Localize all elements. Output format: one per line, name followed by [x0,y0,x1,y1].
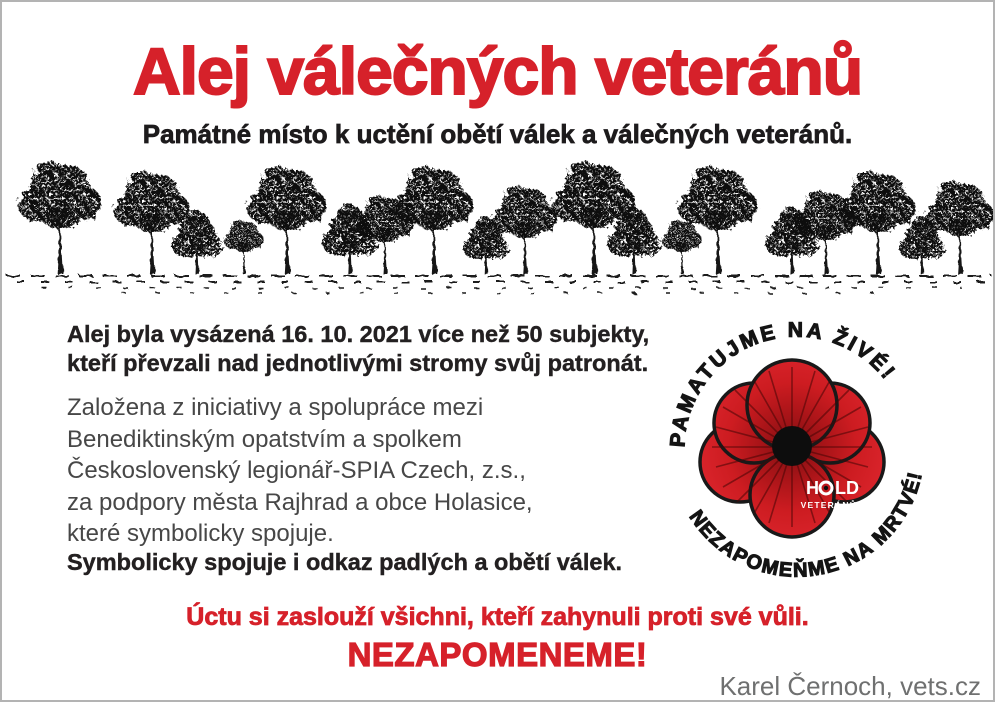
paragraph-founding-line-1: Založena z iniciativy a spolupráce mezi [67,394,484,421]
paragraph-legacy: Symbolicky spojuje i odkaz padlých a obětí válek. [67,549,623,575]
brand-ld: LD [835,478,859,498]
paragraph-founding-line-2: Benediktinským opatstvím a spolkem [67,425,462,453]
tree-alley-illustration [2,160,995,300]
paragraph-founding-line-4: za podpory města Rajhrad a obce Holasice, [67,488,533,516]
cta-never-forget: NEZAPOMENEME! [347,636,648,673]
paragraph-planting-line-1: Alej byla vysázená 16. 10. 2021 více než 50 subjekty, [67,321,650,347]
page-subtitle: Památné místo k uctění obětí válek a válečných veteránů. [142,119,853,149]
logo-arc-top-text: PAMATUJME NA ŽIVÉ! [666,318,901,448]
brand-poppy-o-center [824,486,828,490]
poppy-center-dot [772,426,812,466]
logo-arc-bottom-text: NEZAPOMEŇME NA MRTVÉ! [684,469,928,582]
brand-sub: VETERÁNŮM [800,500,866,510]
brand-h: H [806,478,819,498]
poppy-veterans-logo [655,310,947,598]
paragraph-planting [67,320,677,378]
cta-respect-line: Úctu si zaslouží všichni, kteří zahynuli proti své vůli. [186,603,809,631]
ground-line [7,276,992,293]
page-title: Alej válečných veteránů [132,34,863,108]
paragraph-founding-line-5: které symbolicky spojuje. [67,520,334,547]
credit-author: Karel Černoch, vets.cz [719,671,981,701]
paragraph-planting-line-2: kteří převzali nad jednotlivými stromy svůj patronát. [67,350,649,376]
paragraph-founding-line-3: Československý legionář-SPIA Czech, z.s., [67,457,526,484]
paragraph-founding [67,392,677,550]
